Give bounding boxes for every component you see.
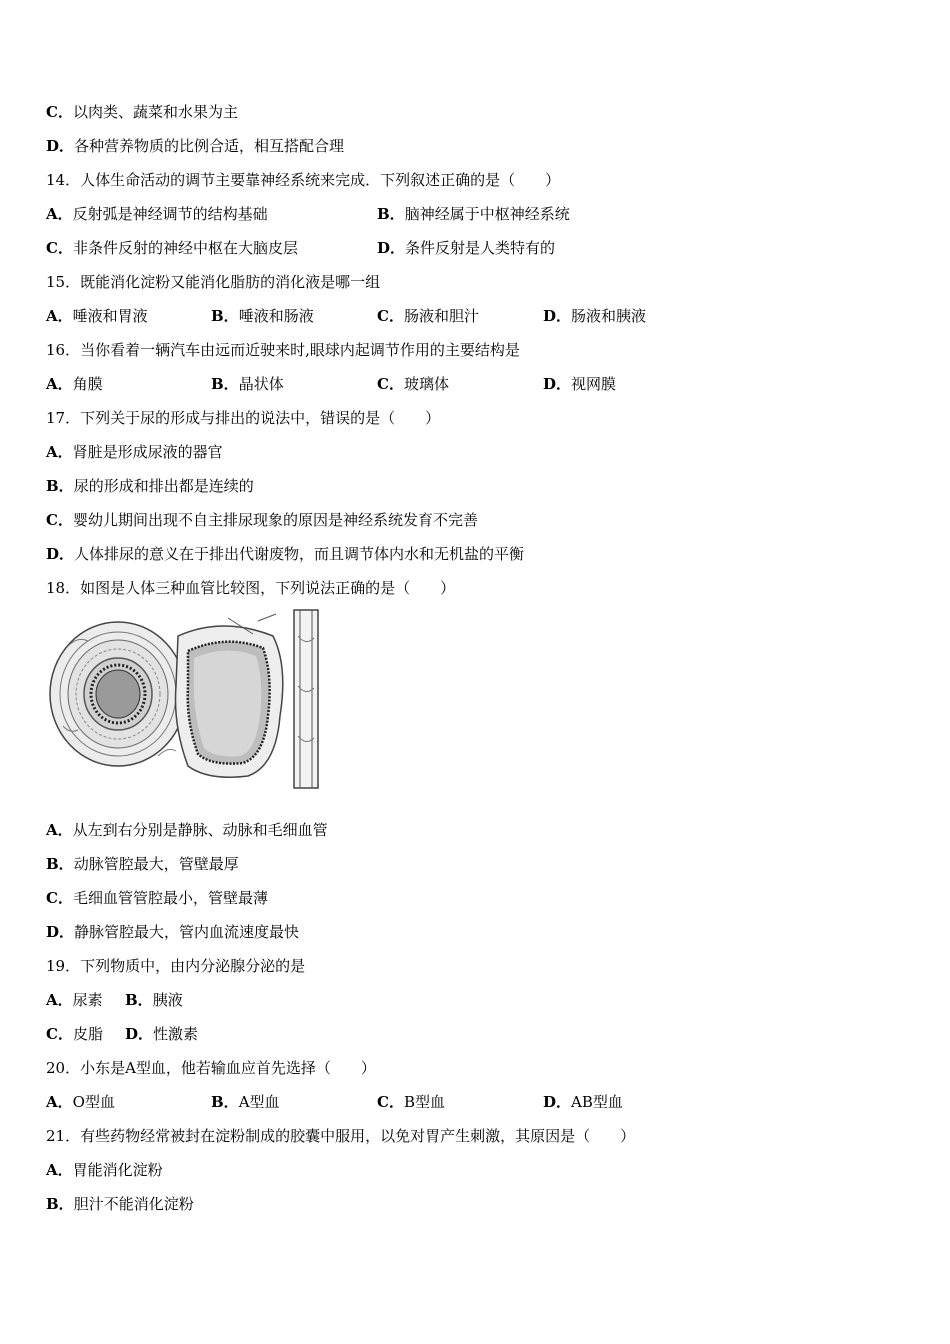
q19-option-c: C．皮脂 — [46, 1025, 103, 1043]
q20-option-a: A．O型血 — [46, 1093, 115, 1111]
q16-option-b: B．晶状体 — [211, 375, 284, 393]
q20-option-c: C．B型血 — [377, 1093, 445, 1111]
question-20: 20．小东是A型血，他若输血应首先选择（ ） — [46, 1059, 376, 1077]
question-18: 18．如图是人体三种血管比较图，下列说法正确的是（ ） — [46, 579, 456, 597]
q14-option-a: A．反射弧是神经调节的结构基础 — [46, 205, 268, 223]
artery-cross-section — [50, 622, 186, 766]
question-14: 14．人体生命活动的调节主要靠神经系统来完成．下列叙述正确的是（ ） — [46, 171, 561, 189]
q21-option-a: A．胃能消化淀粉 — [46, 1161, 163, 1179]
q16-option-a: A．角膜 — [46, 375, 103, 393]
blood-vessel-diagram — [48, 606, 324, 792]
q15-option-c: C．肠液和胆汁 — [377, 307, 479, 325]
q15-option-d: D．肠液和胰液 — [543, 307, 647, 325]
question-21: 21．有些药物经常被封在淀粉制成的胶囊中服用，以免对胃产生刺激，其原因是（ ） — [46, 1127, 636, 1145]
question-17: 17．下列关于尿的形成与排出的说法中，错误的是（ ） — [46, 409, 441, 427]
vein-cross-section — [176, 614, 283, 777]
q14-option-c: C．非条件反射的神经中枢在大脑皮层 — [46, 239, 298, 257]
q13-option-c: C．以肉类、蔬菜和水果为主 — [46, 103, 238, 121]
q20-option-b: B．A型血 — [211, 1093, 280, 1111]
q17-option-a: A．肾脏是形成尿液的器官 — [46, 443, 223, 461]
q17-option-c: C．婴幼儿期间出现不自主排尿现象的原因是神经系统发育不完善 — [46, 511, 478, 529]
question-19: 19．下列物质中，由内分泌腺分泌的是 — [46, 957, 306, 975]
q16-option-d: D．视网膜 — [543, 375, 617, 393]
q21-option-b: B．胆汁不能消化淀粉 — [46, 1195, 194, 1213]
q14-option-b: B．脑神经属于中枢神经系统 — [377, 205, 570, 223]
q20-option-d: D．AB型血 — [543, 1093, 623, 1111]
q17-option-b: B．尿的形成和排出都是连续的 — [46, 477, 254, 495]
q19-option-b: B．胰液 — [125, 991, 183, 1009]
q13-option-d: D．各种营养物质的比例合适，相互搭配合理 — [46, 137, 345, 155]
q18-option-b: B．动脉管腔最大，管壁最厚 — [46, 855, 239, 873]
question-16: 16．当你看着一辆汽车由远而近驶来时,眼球内起调节作用的主要结构是 — [46, 341, 520, 359]
q19-option-d: D．性激素 — [125, 1025, 199, 1043]
q17-option-d: D．人体排尿的意义在于排出代谢废物，而且调节体内水和无机盐的平衡 — [46, 545, 525, 563]
q15-option-a: A．唾液和胃液 — [46, 307, 148, 325]
q14-option-d: D．条件反射是人类特有的 — [377, 239, 556, 257]
q19-option-a: A．尿素 — [46, 991, 103, 1009]
q18-option-c: C．毛细血管管腔最小，管壁最薄 — [46, 889, 268, 907]
q16-option-c: C．玻璃体 — [377, 375, 449, 393]
q15-option-b: B．唾液和肠液 — [211, 307, 314, 325]
capillary — [294, 610, 318, 788]
q18-option-a: A．从左到右分别是静脉、动脉和毛细血管 — [46, 821, 328, 839]
question-15: 15．既能消化淀粉又能消化脂肪的消化液是哪一组 — [46, 273, 381, 291]
q18-option-d: D．静脉管腔最大，管内血流速度最快 — [46, 923, 300, 941]
